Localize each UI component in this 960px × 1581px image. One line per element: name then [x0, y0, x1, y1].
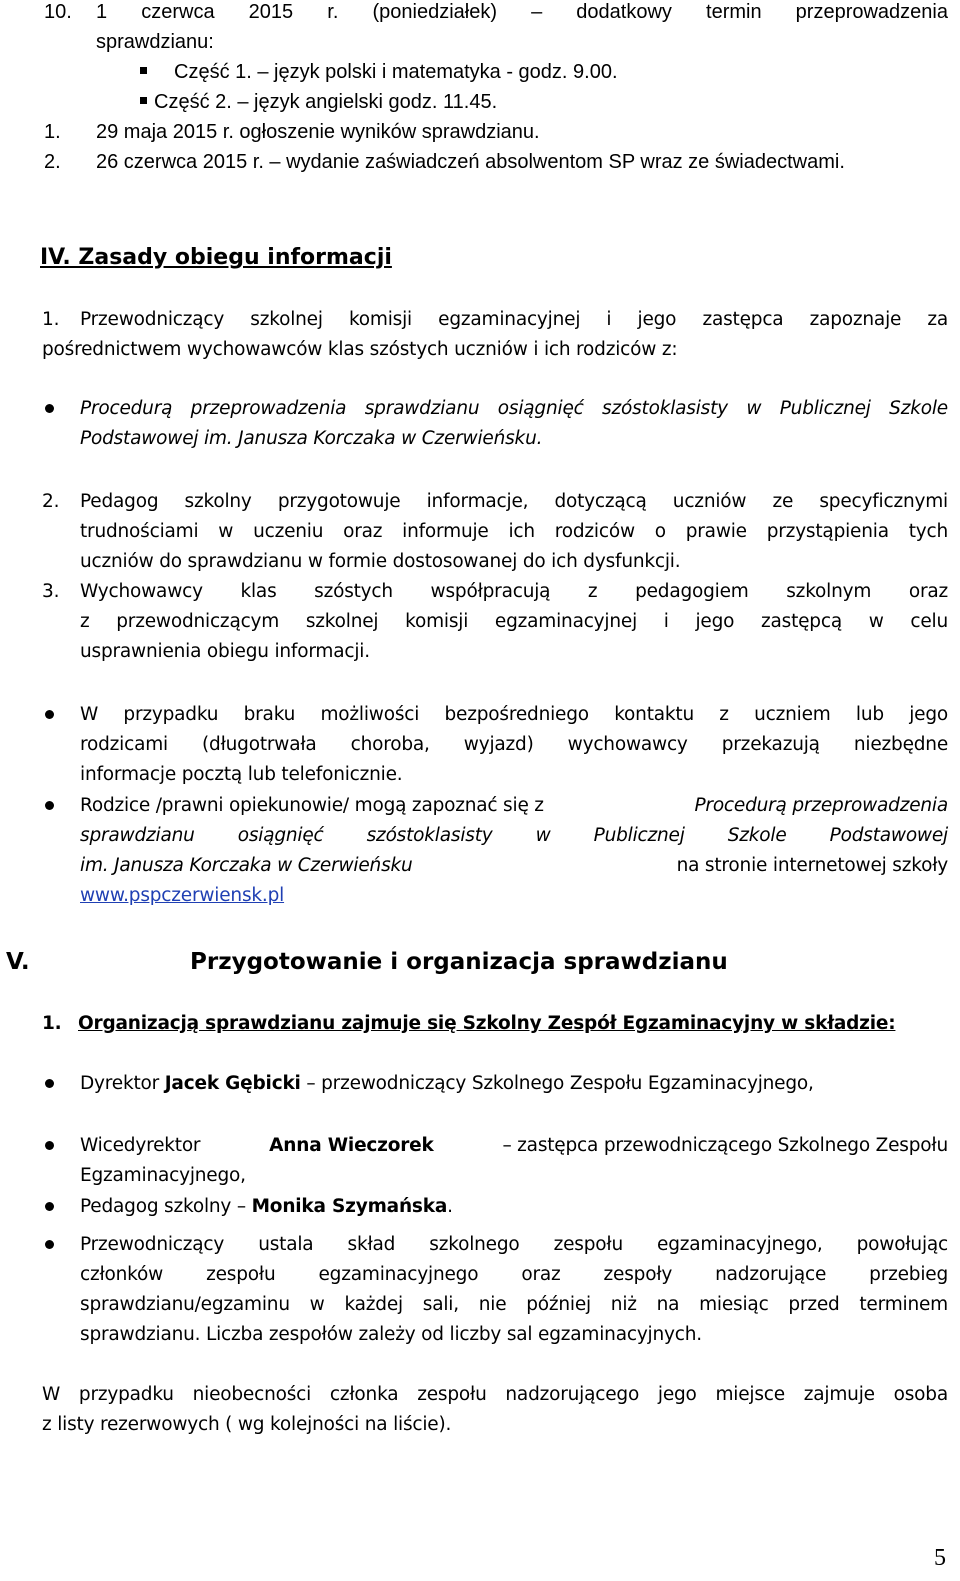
bullet-text: Przewodniczący ustala skład szkolnego zespołu egzaminacyjnego, powołując — [80, 1234, 948, 1255]
bullet-text-italic: sprawdzianu osiągnięć szóstoklasisty w Publicznej Szkole Podstawowej — [80, 825, 948, 846]
bullet-text-italic: im. Janusza Korczaka w Czerwieńsku — [80, 855, 413, 876]
list-item-text: 26 czerwca 2015 r. – wydanie zaświadczeń absolwentom SP wraz ze świadectwami. — [96, 151, 845, 173]
bullet-text: Rodzice /prawni opiekunowie/ mogą zapoznać się z — [80, 795, 544, 816]
list-item-text: Część 1. – język polski i matematyka - godz. 9.00. — [174, 61, 618, 83]
paragraph-text: usprawnienia obiegu informacji. — [80, 641, 370, 662]
bullet-icon — [45, 404, 54, 413]
bullet-icon — [45, 710, 54, 719]
paragraph-text: z listy rezerwowych ( wg kolejności na liście). — [42, 1414, 452, 1435]
member-name: Anna Wieczorek — [269, 1135, 434, 1156]
list-number: 10. — [44, 1, 72, 23]
member-role: Wicedyrektor — [80, 1135, 201, 1156]
bullet-text: sprawdzianu. Liczba zespołów zależy od liczby sal egzaminacyjnych. — [80, 1324, 702, 1345]
paragraph-text: trudnościami w uczeniu oraz informuje ich rodziców o prawie przystąpienia tych — [80, 521, 948, 542]
school-website-link[interactable]: www.pspczerwiensk.pl — [80, 885, 285, 906]
bullet-icon — [45, 1079, 54, 1088]
paragraph-text: pośrednictwem wychowawców klas szóstych uczniów i ich rodziców z: — [42, 339, 678, 360]
section-heading: Przygotowanie i organizacja sprawdzianu — [190, 949, 728, 975]
paragraph-number: 1. — [42, 309, 60, 330]
bullet-text: informacje pocztą lub telefonicznie. — [80, 764, 403, 785]
bullet-text: członków zespołu egzaminacyjnego oraz zespoły nadzorujące przebieg — [80, 1264, 948, 1285]
paragraph-number: 2. — [42, 491, 60, 512]
list-item-text: 1 czerwca 2015 r. (poniedziałek) – dodatkowy termin przeprowadzenia — [96, 1, 948, 23]
bullet-text: na stronie internetowej szkoły — [676, 855, 948, 876]
list-number: 1. — [44, 121, 61, 143]
section-number: V. — [6, 949, 30, 975]
paragraph-text: W przypadku nieobecności członka zespołu nadzorującego jego miejsce zajmuje osoba — [42, 1384, 948, 1405]
member-function: – zastępca przewodniczącego Szkolnego Zespołu — [502, 1135, 948, 1156]
punctuation: . — [447, 1196, 453, 1217]
member-function: – przewodniczący Szkolnego Zespołu Egzaminacyjnego, — [300, 1073, 814, 1094]
list-item-text: sprawdzianu: — [96, 31, 214, 53]
bullet-text: Procedurą przeprowadzenia sprawdzianu osiągnięć szóstoklasisty w Publicznej Szkole — [80, 398, 948, 419]
list-item-text: 29 maja 2015 r. ogłoszenie wyników sprawdzianu. — [96, 121, 540, 143]
list-item-text: Część 2. – język angielski godz. 11.45. — [154, 91, 498, 113]
bullet-text-italic: Procedurą przeprowadzenia — [694, 795, 948, 816]
bullet-text: W przypadku braku możliwości bezpośredniego kontaktu z uczniem lub jego — [80, 704, 948, 725]
bullet-icon — [45, 1240, 54, 1249]
member-name: Monika Szymańska — [251, 1196, 448, 1217]
member-line — [80, 1195, 453, 1219]
bullet-icon — [45, 801, 54, 810]
link-line — [80, 884, 284, 908]
bullet-line — [80, 854, 948, 878]
paragraph-text: Przewodniczący szkolnej komisji egzaminacyjnej i jego zastępca zapoznaje za — [80, 309, 948, 330]
member-line — [80, 1072, 814, 1096]
paragraph-number: 3. — [42, 581, 60, 602]
bullet-line — [80, 794, 948, 818]
member-role: Pedagog szkolny – — [80, 1196, 252, 1217]
bullet-text: Podstawowej im. Janusza Korczaka w Czerwieńsku. — [80, 428, 543, 449]
paragraph-text: z przewodniczącym szkolnej komisji egzaminacyjnej i jego zastępcą w celu — [80, 611, 948, 632]
subsection-number: 1. — [42, 1013, 62, 1034]
bullet-text: sprawdzianu/egzaminu w każdej sali, nie później niż na miesiąc przed terminem — [80, 1294, 948, 1315]
paragraph-text: Pedagog szkolny przygotowuje informacje, dotyczącą uczniów ze specyficznymi — [80, 491, 948, 512]
bullet-icon — [45, 1202, 54, 1211]
member-function: Egzaminacyjnego, — [80, 1165, 246, 1186]
subsection-title: Organizacją sprawdzianu zajmuje się Szkolny Zespół Egzaminacyjny w składzie: — [78, 1013, 896, 1034]
bullet-icon — [45, 1141, 54, 1150]
paragraph-text: Wychowawcy klas szóstych współpracują z pedagogiem szkolnym oraz — [80, 581, 948, 602]
bullet-text: rodzicami (długotrwała choroba, wyjazd) wychowawcy przekazują niezbędne — [80, 734, 948, 755]
list-number: 2. — [44, 151, 61, 173]
section-heading: IV. Zasady obiegu informacji — [40, 245, 392, 270]
paragraph-text: uczniów do sprawdzianu w formie dostosowanej do ich dysfunkcji. — [80, 551, 681, 572]
square-bullet-icon — [140, 67, 147, 74]
member-role: Dyrektor — [80, 1073, 165, 1094]
square-bullet-icon — [140, 97, 147, 104]
member-name: Jacek Gębicki — [164, 1073, 301, 1094]
member-line — [80, 1134, 948, 1158]
page-number: 5 — [934, 1545, 946, 1571]
